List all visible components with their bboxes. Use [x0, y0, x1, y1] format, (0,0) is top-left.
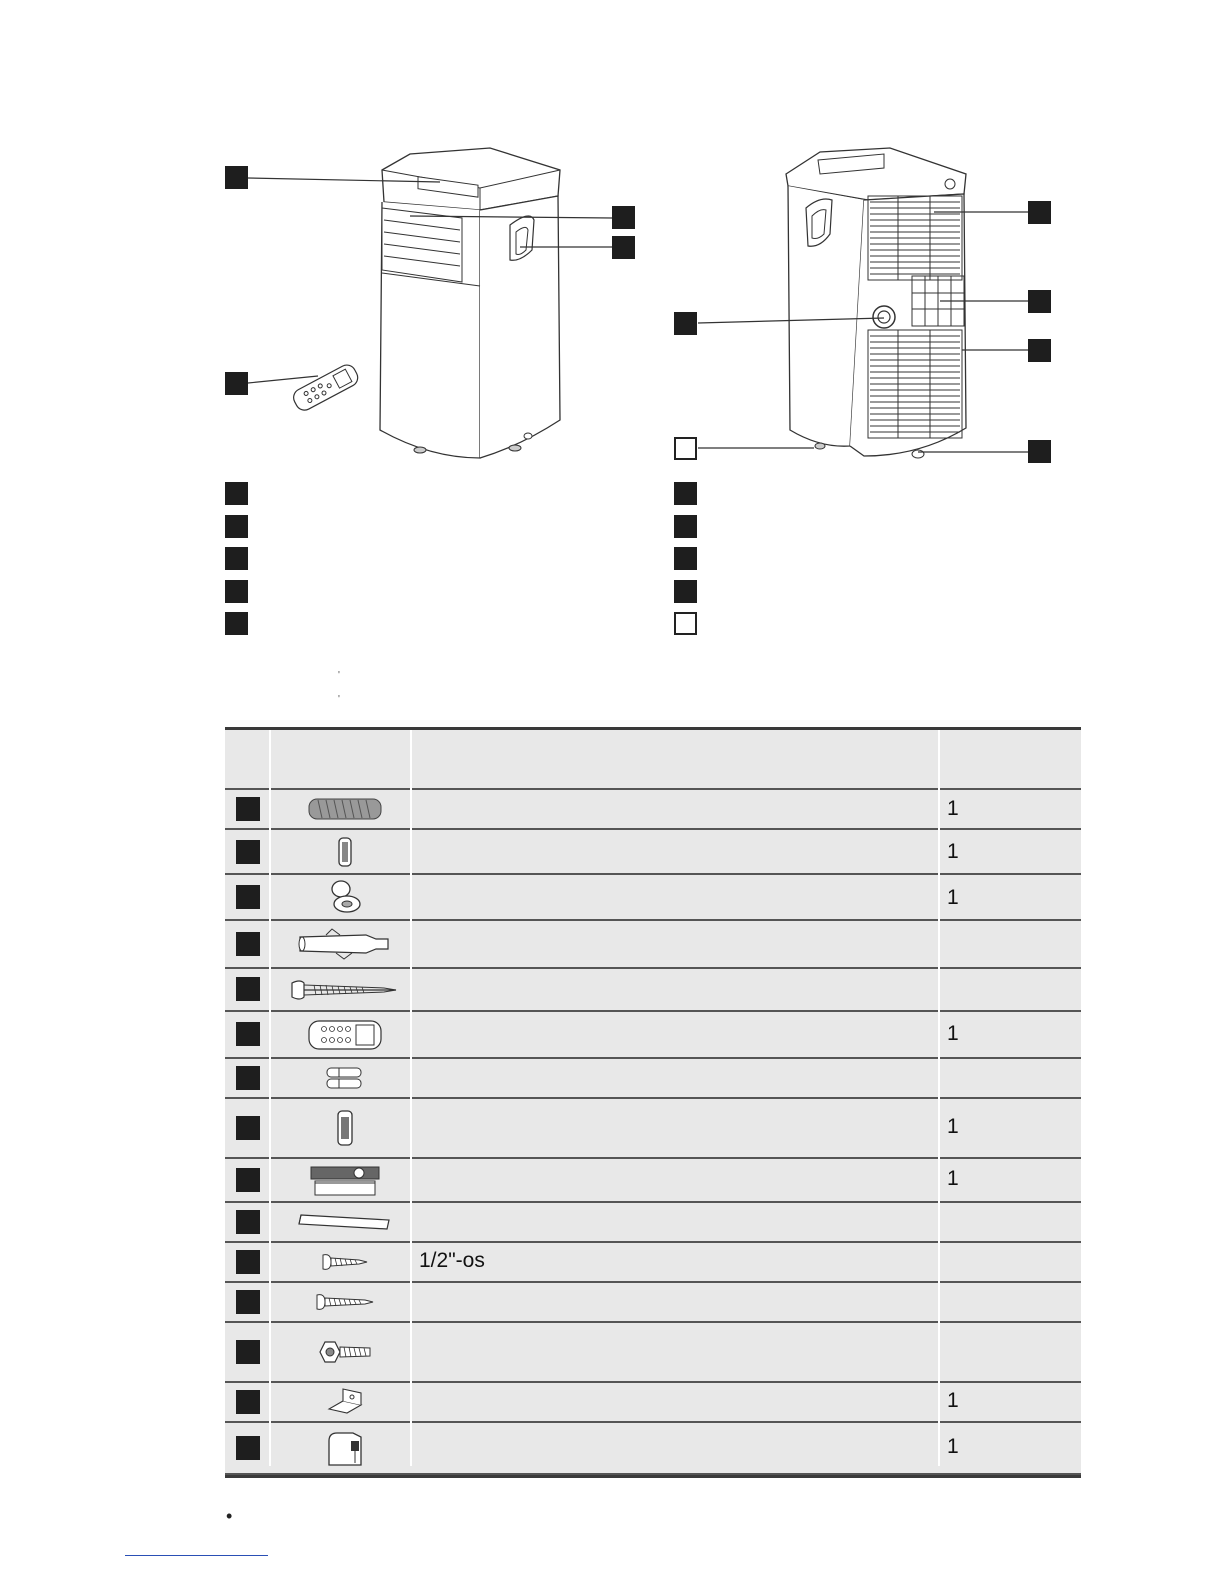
row-qty: 1 — [947, 1022, 959, 1045]
table-row — [225, 1203, 1081, 1243]
callout-marker — [612, 206, 635, 229]
callout-marker — [1028, 201, 1051, 224]
callout-marker — [225, 166, 248, 189]
legend-marker — [225, 515, 248, 538]
table-row — [225, 1283, 1081, 1323]
footnote-link-underline[interactable] — [125, 1555, 268, 1556]
table-row — [225, 1383, 1081, 1423]
bolt-icon — [285, 1333, 405, 1371]
table-row — [225, 1159, 1081, 1203]
table-row — [225, 830, 1081, 875]
tick-mark: ' — [338, 694, 340, 705]
legend-marker — [674, 612, 697, 635]
wood-screw-icon — [285, 973, 405, 1006]
table-row — [225, 1243, 1081, 1283]
legend-marker — [674, 580, 697, 603]
callout-marker — [1028, 339, 1051, 362]
accessories-table — [225, 727, 1081, 1478]
table-row — [225, 1323, 1081, 1383]
table-row — [225, 875, 1081, 921]
callout-marker — [1028, 290, 1051, 313]
row-text: 1/2"-os — [419, 1249, 485, 1272]
legend-marker — [225, 547, 248, 570]
batteries-icon — [285, 1063, 405, 1093]
window-adapter-icon — [285, 1107, 405, 1149]
bracket-icon — [285, 1386, 405, 1418]
callout-marker — [1028, 440, 1051, 463]
long-screw-icon — [285, 1287, 405, 1317]
legend-marker — [674, 547, 697, 570]
callout-leaders — [0, 0, 1224, 470]
remote-control-icon — [285, 1016, 405, 1053]
row-qty: 1 — [947, 886, 959, 909]
column-divider — [410, 788, 412, 1466]
table-row — [225, 1099, 1081, 1159]
wall-anchor-icon — [285, 926, 405, 962]
short-screw-icon — [285, 1247, 405, 1277]
row-qty: 1 — [947, 1167, 959, 1190]
callout-marker — [674, 312, 697, 335]
legend-marker — [674, 515, 697, 538]
legend-marker — [225, 612, 248, 635]
row-qty: 1 — [947, 1435, 959, 1458]
column-divider — [938, 788, 940, 1466]
legend-marker — [225, 580, 248, 603]
exhaust-hose-icon — [285, 794, 405, 824]
table-row — [225, 1012, 1081, 1059]
drain-plug-icon — [285, 878, 405, 916]
column-divider — [269, 788, 271, 1466]
window-slider-icon — [285, 1162, 405, 1198]
table-row — [225, 921, 1081, 969]
callout-marker — [225, 372, 248, 395]
table-row — [225, 969, 1081, 1012]
callout-marker — [612, 236, 635, 259]
note-bullet: • — [226, 1506, 233, 1526]
table-row — [225, 1423, 1081, 1475]
legend-marker — [225, 482, 248, 505]
table-header — [225, 730, 1081, 790]
lock-icon — [285, 1428, 405, 1470]
row-qty: 1 — [947, 797, 959, 820]
callout-marker — [674, 437, 697, 460]
foam-strip-icon — [285, 1207, 405, 1237]
row-qty: 1 — [947, 840, 959, 863]
table-row — [225, 790, 1081, 830]
legend-marker — [674, 482, 697, 505]
row-qty: 1 — [947, 1115, 959, 1138]
tick-mark: ' — [338, 670, 340, 681]
table-bottom-rule — [225, 1475, 1081, 1478]
row-qty: 1 — [947, 1389, 959, 1412]
table-row — [225, 1059, 1081, 1099]
hose-adapter-icon — [285, 834, 405, 869]
